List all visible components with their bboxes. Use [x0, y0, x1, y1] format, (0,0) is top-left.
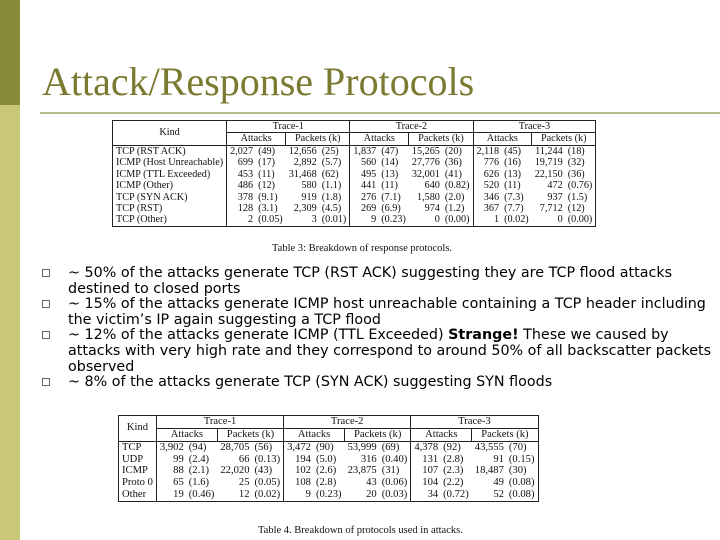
- percent-cell: (3.1): [258, 202, 278, 214]
- table3-sub-header: Attacks: [227, 133, 286, 145]
- slide-title: Attack/Response Protocols: [42, 59, 475, 104]
- value-cell: 19,719: [534, 157, 563, 169]
- value-cell: 34: [411, 489, 441, 501]
- percent-cell: (11): [381, 180, 398, 192]
- square-bullet-icon: [42, 300, 50, 308]
- table-row: [113, 203, 596, 214]
- table3-sub-header: Packets (k): [286, 133, 350, 145]
- value-cell: 1,580: [416, 191, 440, 203]
- value-cell: 52: [472, 489, 507, 501]
- percent-cell: (32): [566, 157, 596, 168]
- value-cell: 99: [173, 453, 184, 465]
- value-cell: 378: [237, 191, 254, 203]
- table-row: [119, 489, 539, 501]
- value-cell: 937: [547, 191, 563, 203]
- percent-cell: (9.1): [258, 191, 278, 203]
- row-kind-cell: ICMP (Host Unreachable): [113, 157, 227, 168]
- row-kind-cell: TCP (Other): [113, 214, 227, 226]
- table3-kind-header: Kind: [113, 121, 227, 146]
- value-cell: 2: [227, 214, 256, 226]
- value-cell: 131: [422, 453, 439, 465]
- value-cell: 316: [360, 453, 377, 465]
- percent-cell: (5.0): [315, 453, 337, 465]
- percent-cell: (0.23): [379, 214, 409, 226]
- value-cell: 9: [350, 214, 379, 226]
- percent-cell: (2.1): [188, 465, 210, 477]
- percent-cell: (94): [188, 441, 207, 453]
- value-cell: 3,902: [159, 441, 184, 453]
- table4-kind-header: Kind: [119, 416, 157, 442]
- value-cell: 27,776: [411, 157, 440, 169]
- table4-sub-header: Packets (k): [345, 428, 411, 441]
- value-cell: 974: [424, 202, 440, 214]
- value-cell: 626: [483, 168, 500, 180]
- percent-cell: (70): [507, 441, 538, 453]
- table4-caption: Table 4. Breakdown of protocols used in attacks.: [258, 525, 463, 536]
- table4-group-header: Trace-1: [156, 416, 283, 429]
- value-cell: 560: [360, 157, 377, 169]
- bullet-emphasis: Strange!: [448, 327, 519, 344]
- row-kind-cell: ICMP: [119, 465, 157, 477]
- value-cell: 53,999: [347, 441, 377, 453]
- bullet-item: [40, 297, 715, 328]
- percent-cell: (0.13): [253, 454, 284, 466]
- percent-cell: (2.4): [188, 453, 210, 465]
- attack-protocols-table: [118, 415, 539, 502]
- percent-cell: (20): [443, 145, 473, 157]
- bullet-item: [40, 328, 715, 375]
- percent-cell: (62): [320, 169, 350, 180]
- percent-cell: (17): [258, 157, 276, 169]
- table-row: [119, 465, 539, 477]
- value-cell: 107: [422, 465, 439, 477]
- percent-cell: (0.05): [256, 214, 286, 226]
- row-kind-cell: Other: [119, 489, 157, 501]
- value-cell: 495: [360, 168, 377, 180]
- percent-cell: (0.40): [380, 454, 411, 466]
- value-cell: 2,892: [293, 157, 317, 169]
- percent-cell: (2.3): [443, 465, 464, 477]
- value-cell: 91: [493, 453, 504, 465]
- percent-cell: (0.00): [443, 214, 473, 226]
- bullet-text-part: These we caused by attacks with very high rate and they correspond to around 50% of all backscatter packets observed: [68, 327, 712, 375]
- percent-cell: (7.1): [381, 191, 401, 203]
- value-cell: 367: [483, 202, 500, 214]
- table4-sub-header: Attacks: [411, 428, 472, 441]
- row-kind-cell: TCP (RST): [113, 203, 227, 214]
- value-cell: 102: [295, 465, 311, 477]
- bullet-list: [40, 266, 715, 391]
- value-cell: 194: [295, 453, 311, 465]
- value-cell: 43: [366, 477, 377, 489]
- left-accent-bar-top: [0, 0, 20, 105]
- percent-cell: (7.7): [504, 202, 524, 214]
- value-cell: 776: [483, 157, 500, 169]
- percent-cell: (0.03): [380, 489, 411, 501]
- percent-cell: (0.01): [320, 214, 350, 226]
- percent-cell: (36): [443, 157, 473, 168]
- value-cell: 25: [238, 477, 250, 489]
- percent-cell: (0.72): [441, 489, 472, 501]
- percent-cell: (6.9): [381, 202, 401, 214]
- value-cell: 919: [301, 191, 317, 203]
- value-cell: 22,150: [534, 168, 563, 180]
- bullet-item: [40, 266, 715, 297]
- value-cell: 22,020: [220, 465, 250, 477]
- percent-cell: (0.46): [187, 489, 218, 501]
- value-cell: 699: [237, 157, 254, 169]
- value-cell: 4,378: [414, 441, 439, 453]
- value-cell: 3,472: [287, 441, 311, 453]
- value-cell: 0: [532, 214, 566, 226]
- value-cell: 128: [237, 202, 254, 214]
- percent-cell: (1.1): [320, 180, 350, 191]
- value-cell: 1: [473, 214, 502, 226]
- value-cell: 43,555: [474, 441, 504, 453]
- table-row: [113, 214, 596, 226]
- value-cell: 12: [217, 489, 252, 501]
- response-protocols-table: [112, 120, 596, 227]
- percent-cell: (12): [258, 180, 276, 192]
- value-cell: 28,705: [220, 441, 250, 453]
- table3-sub-header: Attacks: [350, 133, 409, 145]
- percent-cell: (0.08): [507, 489, 538, 501]
- bullet-text-part: ~ 12% of the attacks generate ICMP (TTL Exceeded): [68, 327, 449, 344]
- value-cell: 32,001: [411, 168, 440, 180]
- value-cell: 640: [424, 180, 440, 192]
- table-row: [119, 477, 539, 489]
- percent-cell: (1.5): [566, 192, 596, 203]
- percent-cell: (5.7): [320, 157, 350, 168]
- percent-cell: (11): [258, 168, 275, 180]
- percent-cell: (0.02): [253, 489, 284, 501]
- percent-cell: (2.8): [443, 453, 464, 465]
- table-row: [113, 192, 596, 203]
- table-row: [119, 441, 539, 453]
- percent-cell: (43): [253, 465, 284, 477]
- value-cell: 3: [286, 214, 320, 226]
- value-cell: 0: [409, 214, 443, 226]
- bullet-item: [40, 375, 715, 391]
- table3-group-header: Trace-3: [473, 121, 596, 133]
- value-cell: 520: [483, 180, 500, 192]
- row-kind-cell: Proto 0: [119, 477, 157, 489]
- value-cell: 11,244: [535, 145, 563, 157]
- percent-cell: (1.2): [443, 203, 473, 214]
- percent-cell: (0.05): [253, 477, 284, 489]
- percent-cell: (47): [381, 145, 399, 157]
- value-cell: 7,712: [539, 202, 563, 214]
- value-cell: 108: [295, 477, 311, 489]
- table-row: [113, 169, 596, 180]
- value-cell: 20: [345, 489, 380, 501]
- percent-cell: (45): [504, 145, 522, 157]
- value-cell: 18,487: [474, 465, 504, 477]
- percent-cell: (18): [566, 145, 596, 157]
- value-cell: 2,309: [293, 202, 317, 214]
- left-accent-bar: [0, 0, 20, 540]
- table4-sub-header: Attacks: [156, 428, 217, 441]
- percent-cell: (0.02): [502, 214, 532, 226]
- square-bullet-icon: [42, 331, 50, 339]
- percent-cell: (56): [253, 441, 284, 453]
- percent-cell: (7.3): [504, 191, 524, 203]
- value-cell: 486: [237, 180, 254, 192]
- value-cell: 66: [238, 453, 250, 465]
- percent-cell: (13): [381, 168, 399, 180]
- percent-cell: (0.08): [507, 477, 538, 489]
- value-cell: 453: [237, 168, 254, 180]
- percent-cell: (25): [320, 145, 350, 157]
- table4-sub-header: Packets (k): [472, 428, 538, 441]
- value-cell: 31,468: [288, 168, 317, 180]
- percent-cell: (1.8): [320, 192, 350, 203]
- table3-group-header: Trace-1: [227, 121, 350, 133]
- value-cell: 12,656: [288, 145, 317, 157]
- percent-cell: (49): [258, 145, 276, 157]
- bullet-text: ~ 15% of the attacks generate ICMP host unreachable containing a TCP header including the victim’s IP again suggesting a TCP flood: [68, 296, 706, 328]
- table4-group-header: Trace-2: [284, 416, 411, 429]
- percent-cell: (12): [566, 203, 596, 214]
- table4-group-header: Trace-3: [411, 416, 538, 429]
- table4-sub-header: Attacks: [284, 428, 345, 441]
- percent-cell: (1.6): [188, 477, 210, 489]
- value-cell: 23,875: [347, 465, 377, 477]
- value-cell: 2,027: [230, 145, 254, 157]
- table4-sub-header: Packets (k): [217, 428, 283, 441]
- title-underline: [40, 112, 720, 114]
- value-cell: 104: [422, 477, 439, 489]
- table3-group-header: Trace-2: [350, 121, 473, 133]
- percent-cell: (0.23): [314, 489, 345, 501]
- table3-caption: Table 3: Breakdown of response protocols.: [272, 243, 453, 254]
- square-bullet-icon: [42, 269, 50, 277]
- percent-cell: (31): [380, 465, 411, 477]
- percent-cell: (0.00): [566, 214, 596, 226]
- value-cell: 1,837: [353, 145, 377, 157]
- percent-cell: (0.06): [380, 477, 411, 489]
- percent-cell: (0.82): [443, 180, 473, 191]
- value-cell: 580: [301, 180, 317, 192]
- bullet-text: ~ 50% of the attacks generate TCP (RST ACK) suggesting they are TCP flood attacks destined to closed ports: [68, 265, 673, 297]
- value-cell: 276: [360, 191, 377, 203]
- percent-cell: (2.0): [443, 192, 473, 203]
- row-kind-cell: ICMP (TTL Exceeded): [113, 169, 227, 180]
- percent-cell: (2.8): [315, 477, 337, 489]
- value-cell: 9: [284, 489, 314, 501]
- percent-cell: (2.6): [315, 465, 337, 477]
- percent-cell: (36): [566, 169, 596, 180]
- table-row: [113, 145, 596, 157]
- percent-cell: (13): [504, 168, 522, 180]
- percent-cell: (69): [380, 441, 411, 453]
- value-cell: 472: [547, 180, 563, 192]
- value-cell: 269: [360, 202, 377, 214]
- row-kind-cell: TCP (SYN ACK): [113, 192, 227, 203]
- table3-sub-header: Attacks: [473, 133, 532, 145]
- percent-cell: (4.5): [320, 203, 350, 214]
- percent-cell: (0.15): [507, 454, 538, 466]
- row-kind-cell: UDP: [119, 454, 157, 466]
- value-cell: 19: [156, 489, 186, 501]
- row-kind-cell: ICMP (Other): [113, 180, 227, 191]
- row-kind-cell: TCP: [119, 441, 157, 453]
- value-cell: 346: [483, 191, 500, 203]
- bullet-text: ~ 8% of the attacks generate TCP (SYN ACK) suggesting SYN floods: [68, 374, 553, 391]
- table-row: [113, 180, 596, 191]
- percent-cell: (16): [504, 157, 522, 169]
- table-row: [119, 454, 539, 466]
- value-cell: 441: [360, 180, 377, 192]
- table3-sub-header: Packets (k): [409, 133, 473, 145]
- percent-cell: (0.76): [566, 180, 596, 191]
- percent-cell: (14): [381, 157, 399, 169]
- percent-cell: (90): [315, 441, 334, 453]
- percent-cell: (92): [443, 441, 461, 453]
- value-cell: 65: [173, 477, 184, 489]
- percent-cell: (2.2): [443, 477, 464, 489]
- percent-cell: (41): [443, 169, 473, 180]
- value-cell: 49: [493, 477, 504, 489]
- percent-cell: (11): [504, 180, 521, 192]
- value-cell: 15,265: [411, 145, 440, 157]
- percent-cell: (30): [507, 465, 538, 477]
- row-kind-cell: TCP (RST ACK): [113, 145, 227, 157]
- table3-sub-header: Packets (k): [532, 133, 596, 145]
- table-row: [113, 157, 596, 168]
- square-bullet-icon: [42, 378, 50, 386]
- value-cell: 2,118: [476, 145, 500, 157]
- value-cell: 88: [173, 465, 184, 477]
